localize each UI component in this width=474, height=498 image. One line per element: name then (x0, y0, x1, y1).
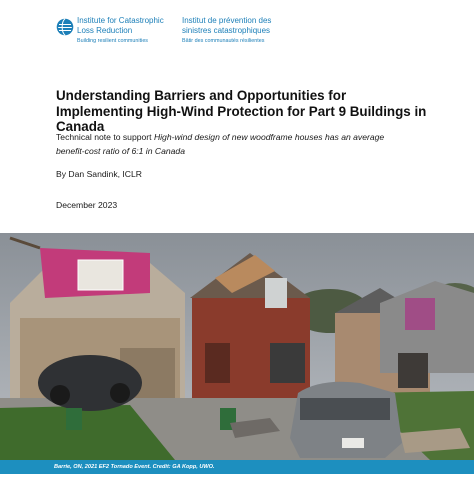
document-subtitle (56, 130, 386, 158)
photo-caption: Barrie, ON, 2021 EF2 Tornado Event. Credit: GA Kopp, UWO. (54, 464, 215, 470)
subtitle-prefix: Technical note to support (56, 132, 154, 142)
tornado-damage-photo (0, 233, 474, 460)
tornado-damage-illustration (0, 233, 474, 460)
org-name-french: Institut de prévention des sinistres catastrophiques (182, 16, 272, 35)
org-name-english: Institute for Catastrophic Loss Reduction (77, 16, 164, 35)
document-title: Understanding Barriers and Opportunities for Implementing High-Wind Protection for Part 9 Buildings in Canada (56, 88, 427, 134)
iclr-globe-logo-icon (56, 18, 74, 36)
document-author: By Dan Sandink, ICLR (56, 169, 142, 179)
photo-caption-bar (0, 460, 474, 474)
tagline-english: Building resilient communities (77, 38, 149, 44)
tagline-french: Bâtir des communautés résilientes (182, 38, 265, 44)
iclr-header (56, 16, 316, 50)
document-date: December 2023 (56, 200, 118, 210)
subtitle-italic: High-wind design of new woodframe houses has an average benefit-cost ratio of 6:1 in Canada (56, 132, 385, 156)
